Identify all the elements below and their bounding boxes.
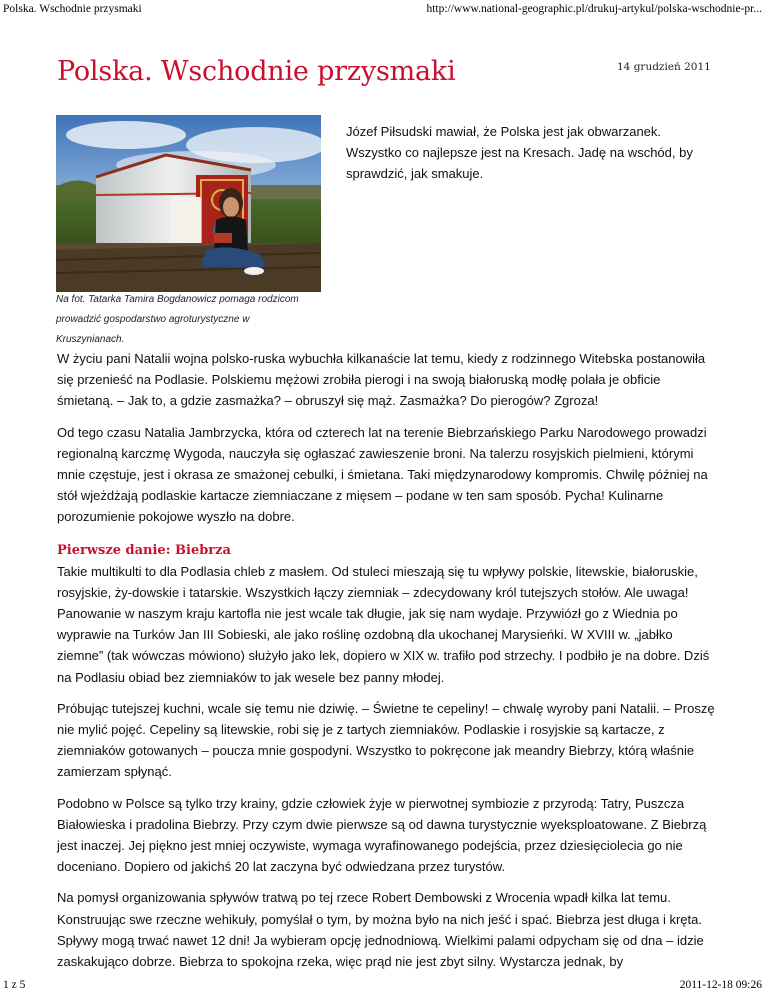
page-number: 1 z 5 [3,979,26,991]
body-paragraph: Na pomysł organizowania spływów tratwą po tej rzece Robert Dembowski z Wrocenia wpadł kilka lat temu. Konstruując swe rzeczne wehikuły, pomyślał o tym, by można było na nich jeść i spać. Biebrza jest długa i kręta. Spływy mogą trwać nawet 12 dni! Ja wybieram opcję jednodniową. Wielkimi palami odpycham się od dna – idzie zaskakująco dobrze. Biebrza to spokojna rzeka, więc prąd nie jest zbyt silny. Wystarcza jednak, by [57,890,704,970]
body-paragraph: Podobno w Polsce są tylko trzy krainy, gdzie człowiek żyje w pierwotnej symbiozie z przyrodą: Tatry, Puszcza Białowieska i pradolina Biebrzy. Przy czym dwie pierwsze są od dawna turystycznie wyeksploatowane. Z Biebrzą jest inaczej. Jej piękno jest mniej oczywiste, wymaga wyrafinowanego podejścia, przez dziesięciolecia go nie doceniano. Dopiero od jakichś 20 lat zaczyna być odwiedzana przez turystów. [57,795,707,875]
body-paragraph: W życiu pani Natalii wojna polsko-ruska wybuchła kilkanaście lat temu, kiedy z rodzinnego Witebska postanowiła się przenieść na Podlasie. Polskiemu mężowi zrobiła pierogi i na swoją białoruską modłę polała je obficie śmietaną. – Jak to, a gdzie zasmażka? – obruszył się mąż. Zasmażka? Do pierogów? Zgroza! [57,351,706,409]
article-photo [56,115,321,292]
article-lead: Józef Piłsudski mawiał, że Polska jest jak obwarzanek. Wszystko co najlepsze jest na Kresach. Jadę na wschód, by sprawdzić, jak smakuje. [346,124,693,181]
print-timestamp: 2011-12-18 09:26 [679,979,762,991]
section-subheading: Pierwsze danie: Biebrza [57,542,231,558]
body-paragraph: Próbując tutejszej kuchni, wcale się temu nie dziwię. – Świetne te cepeliny! – chwalę wyroby pani Natalii. – Proszę nie mylić pojęć. Cepeliny są litewskie, robi się je z tartych ziemniaków. Podlaskie i rosyjskie są kartacze, z ziemniaków gotowanych – poucza mnie gospodyni. Wszystko to pokręcone jak meandry Biebrzy, którą właśnie zamierzam spłynąć. [57,700,715,780]
print-header-title: Polska. Wschodnie przysmaki [3,3,142,15]
photo-caption: Na fot. Tatarka Tamira Bogdanowicz pomaga rodzicom prowadzić gospodarstwo agroturystyczne w Kruszynianach. [56,294,299,345]
article-date: 14 grudzień 2011 [617,61,711,73]
print-header-url: http://www.national-geographic.pl/drukuj-artykul/polska-wschodnie-pr... [426,3,762,15]
article-title: Polska. Wschodnie przysmaki [57,56,456,87]
body-paragraph: Takie multikulti to dla Podlasia chleb z masłem. Od stuleci mieszają się tu wpływy polskie, litewskie, białoruskie, rosyjskie, ży-dowskie i tatarskie. Wszystkich łączy ziemniak – zdecydowany król tutejszych stołów. Ale uwaga! Panowanie w naszym kraju kartofla nie jest wcale tak długie, jak się nam wydaje. Przywiózł go z Wiednia po wyprawie na Turków Jan III Sobieski, ale jako roślinę ozdobną dla ukochanej Marysieńki. W XVIII w. „jabłko ziemne” (tak wówczas mówiono) służyło jako lek, dopiero w XIX w. trafiło pod strzechy. I podbiło je na dobre. Dziś na Podlasiu obiad bez ziemniaków to jak wesele bez panny młodej. [57,563,710,685]
article-body [57,348,717,982]
body-paragraph: Od tego czasu Natalia Jambrzycka, która od czterech lat na terenie Biebrzańskiego Parku Narodowego prowadzi regionalną karczmę Wygoda, nauczyła się ogłaszać zawieszenie broni. Na talerzu rosyjskich pielmieni, którymi mnie częstuje, jest i okrasa ze smażonej cebulki, i śmietana. Taki międzynarodowy kompromis. Chwilę później na stół wjeżdżają podlaskie kartacze ziemniaczane z mięsem – podane w ten sam sposób. Pycha! Kulinarne porozumienie pokojowe wyszło na dobre. [57,424,708,525]
